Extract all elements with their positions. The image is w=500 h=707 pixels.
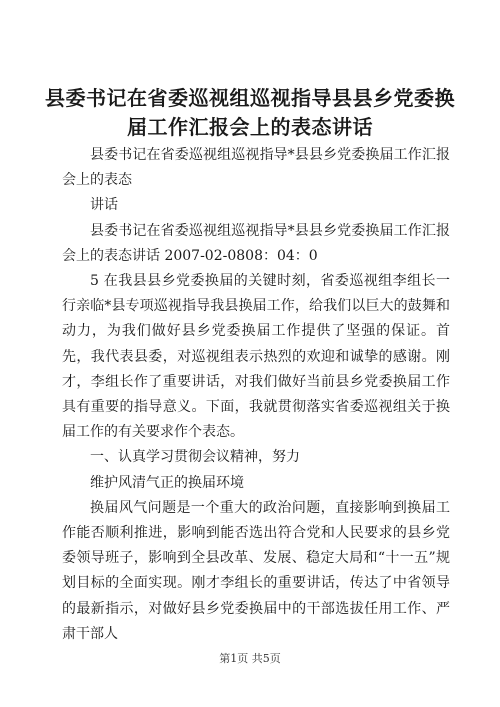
paragraph-body: 换届风气问题是一个重大的政治问题，直接影响到换届工作能否顺利推进，影响到能否选出符合党和人民要求的县乡党委领导班子，影响到全县改革、发展、稳定大局和“十一五”规划目标的全面实现。刚才李组长的重要讲话，传达了中省领导的最新指示，对做好县乡党委换届中的干部选拔任用工作、严肃干部人 <box>62 499 450 642</box>
document-title <box>40 84 460 142</box>
paragraph-intro: 5 在我县县乡党委换届的关键时刻，省委巡视组李组长一行亲临*县专项巡视指导我县换届工作，给我们以巨大的鼓舞和动力，为我们做好县乡党委换届工作提供了坚强的保证。首先，我代表县委，对巡视组表示热烈的欢迎和诚挚的感谢。刚才，李组长作了重要讲话，对我们做好当前县乡党委换届工作具有重要的指导意义。下面，我就贯彻落实省委巡视组关于换届工作的有关要求作个表态。 <box>62 273 450 441</box>
section-heading-1: 一、认真学习贯彻会议精神，努力 <box>90 449 300 466</box>
document-body <box>62 143 450 647</box>
section-heading-1-cont: 维护风清气正的换届环境 <box>90 474 244 491</box>
page-footer: 第1页 共5页 <box>219 652 281 665</box>
paragraph-header-date: 县委书记在省委巡视组巡视指导*县县乡党委换届工作汇报会上的表态讲话 2007-02-0808：04：0 <box>62 222 450 264</box>
title-line-2: 届工作汇报会上的表态讲话 <box>127 115 373 139</box>
title-line-1: 县委书记在省委巡视组巡视指导县县乡党委换 <box>45 86 455 110</box>
paragraph-subtitle: 县委书记在省委巡视组巡视指导*县县乡党委换届工作汇报会上的表态 <box>62 147 450 189</box>
paragraph-speech-label: 讲话 <box>90 197 118 214</box>
